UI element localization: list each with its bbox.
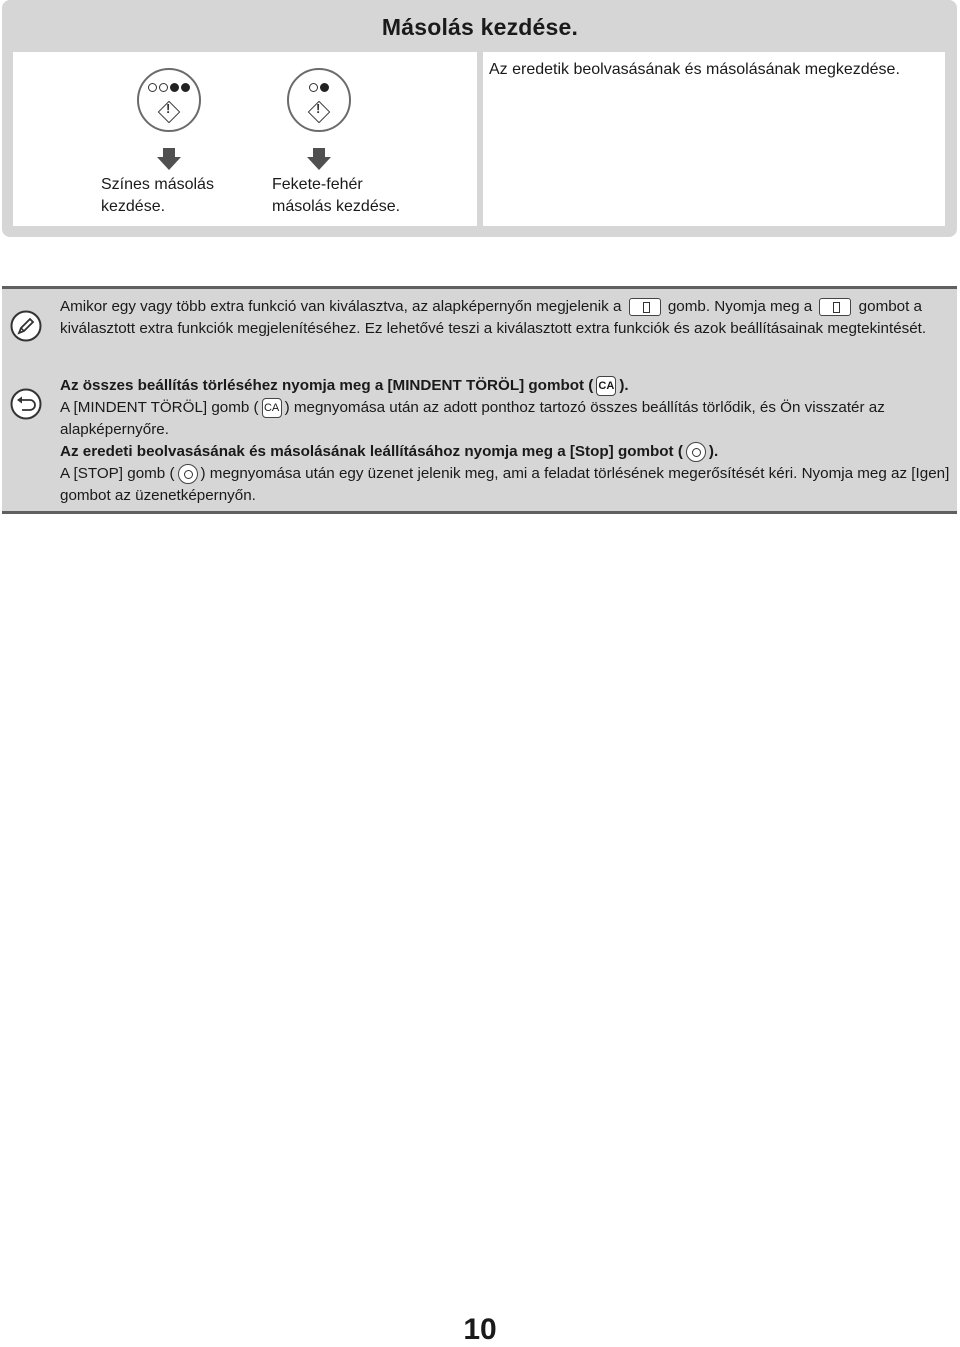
- ca-key-icon: CA: [596, 376, 616, 396]
- bw-start-label: Fekete-fehér másolás kezdése.: [272, 176, 401, 215]
- note-clear-stop: [60, 375, 950, 507]
- arrow-down-icon: [157, 148, 181, 172]
- bw-start-key-icon: !: [287, 68, 351, 132]
- color-start-key-icon: !: [137, 68, 201, 132]
- arrow-down-icon: [307, 148, 331, 172]
- note-clear-text: A [MINDENT TÖRÖL] gomb ( CA ) megnyomása után az adott ponthoz tartozó összes beállítás törlődik, és Ön visszatér az alapképernyőre.: [60, 399, 885, 438]
- color-start-label: Színes másolás kezdése.: [101, 176, 214, 215]
- return-note-icon: [10, 388, 42, 420]
- ca-key-icon: CA: [262, 398, 282, 418]
- keys-panel: [13, 52, 477, 226]
- note-clear-heading: Az összes beállítás törléséhez nyomja meg a [MINDENT TÖRÖL] gombot ( CA ).: [60, 377, 629, 394]
- pencil-note-icon: [10, 310, 42, 342]
- note-stop-heading: Az eredeti beolvasásának és másolásának leállításához nyomja meg a [Stop] gombot ( ).: [60, 443, 719, 460]
- stop-key-icon: [178, 464, 198, 484]
- stop-key-icon: [686, 442, 706, 462]
- note-stop-text: A [STOP] gomb ( ) megnyomása után egy üzenet jelenik meg, ami a feladat törlésének megerősítését kéri. Nyomja meg az [Igen] gombot az üzenetképernyőn.: [60, 465, 950, 504]
- step-description: Az eredetik beolvasásának és másolásának megkezdése.: [489, 61, 900, 78]
- extra-functions-key-icon: [819, 298, 851, 316]
- page-number: 10: [463, 1313, 497, 1346]
- description-panel: [483, 52, 945, 226]
- note-extra-functions: Amikor egy vagy több extra funkció van kiválasztva, az alapképernyőn megjelenik a gomb. Nyomja meg a gombot a kiválasztott extra funkciók megjelenítéséhez. Ez lehetővé teszi a kiválasztott extra funkciók és azok beállításainak megtekintését.: [60, 298, 927, 337]
- step-title: Másolás kezdése.: [381, 14, 579, 40]
- extra-functions-key-icon: [629, 298, 661, 316]
